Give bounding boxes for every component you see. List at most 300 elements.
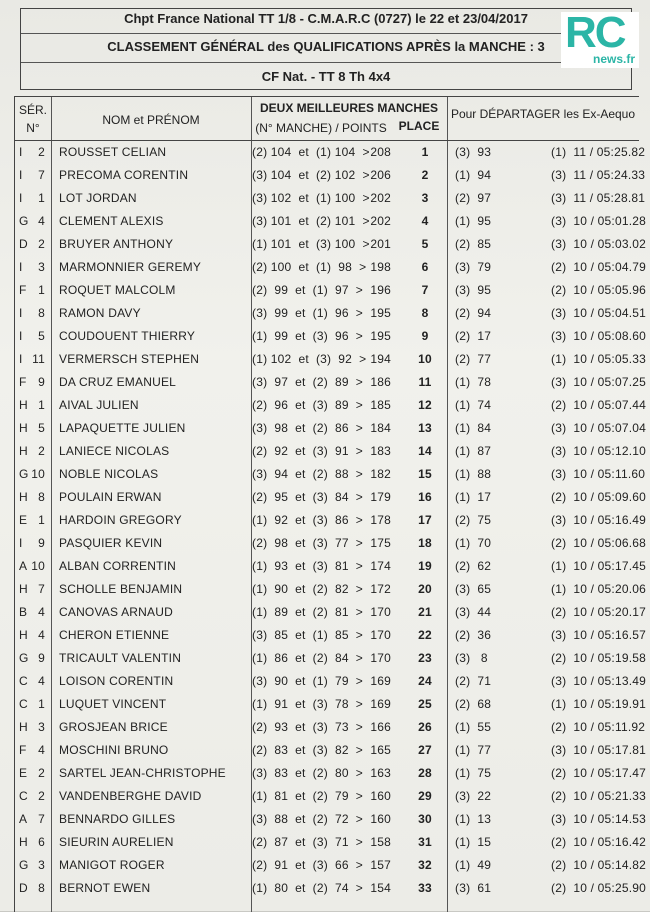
series-cell: G xyxy=(19,214,29,228)
divider xyxy=(21,33,631,34)
total-cell: 195 xyxy=(370,329,391,343)
ranking-title: CLASSEMENT GÉNÉRAL des QUALIFICATIONS APRÈS la MANCHE : 3 xyxy=(107,39,545,54)
name-cell: SIEURIN AURELIEN xyxy=(59,835,174,849)
place-cell: 32 xyxy=(418,858,432,872)
tiebreak-run-cell: (2) 77 xyxy=(455,352,492,366)
place-cell: 15 xyxy=(418,467,432,481)
table-row xyxy=(15,831,646,854)
tiebreak-run-cell: (3) 93 xyxy=(455,145,492,159)
best-runs-cell: (2) 83 et (3) 82 > xyxy=(252,743,363,757)
series-cell: D xyxy=(19,881,28,895)
place-cell: 14 xyxy=(418,444,432,458)
name-cell: VANDENBERGHE DAVID xyxy=(59,789,202,803)
table-row xyxy=(15,302,646,325)
best-runs-cell: (1) 81 et (2) 79 > xyxy=(252,789,363,803)
best-runs-cell: (1) 86 et (2) 84 > xyxy=(252,651,363,665)
number-cell: 2 xyxy=(38,145,45,159)
divider xyxy=(21,62,631,63)
tiebreak-time-cell: (2) 10 / 05:11.92 xyxy=(551,720,646,734)
place-cell: 25 xyxy=(418,697,432,711)
number-cell: 1 xyxy=(38,513,45,527)
number-cell: 2 xyxy=(38,789,45,803)
place-cell: 23 xyxy=(418,651,432,665)
series-cell: A xyxy=(19,812,28,826)
place-cell: 31 xyxy=(418,835,432,849)
total-cell: 194 xyxy=(370,352,391,366)
name-cell: LOISON CORENTIN xyxy=(59,674,174,688)
total-cell: 206 xyxy=(370,168,391,182)
category-title: CF Nat. - TT 8 Th 4x4 xyxy=(261,69,391,84)
best-runs-cell: (1) 80 et (2) 74 > xyxy=(252,881,363,895)
tiebreak-run-cell: (2) 17 xyxy=(455,329,492,343)
number-cell: 1 xyxy=(38,283,45,297)
table-row xyxy=(15,532,646,555)
place-cell: 18 xyxy=(418,536,432,550)
name-cell: ROQUET MALCOLM xyxy=(59,283,176,297)
logo-main: RC xyxy=(565,8,625,57)
series-cell: H xyxy=(19,398,28,412)
series-cell: I xyxy=(19,329,23,343)
tiebreak-time-cell: (3) 11 / 05:28.81 xyxy=(551,191,646,205)
series-cell: I xyxy=(19,306,23,320)
tiebreak-time-cell: (2) 10 / 05:25.90 xyxy=(551,881,646,895)
total-cell: 169 xyxy=(370,697,391,711)
name-cell: GROSJEAN BRICE xyxy=(59,720,168,734)
total-cell: 170 xyxy=(370,651,391,665)
place-cell: 9 xyxy=(421,329,429,343)
tiebreak-run-cell: (1) 84 xyxy=(455,421,492,435)
tiebreak-time-cell: (2) 10 / 05:07.44 xyxy=(551,398,646,412)
tiebreak-time-cell: (2) 10 / 05:19.58 xyxy=(551,651,646,665)
tiebreak-run-cell: (1) 49 xyxy=(455,858,492,872)
tiebreak-run-cell: (3) 44 xyxy=(455,605,492,619)
table-row xyxy=(15,187,646,210)
number-cell: 2 xyxy=(38,444,45,458)
tiebreak-time-cell: (2) 10 / 05:16.42 xyxy=(551,835,646,849)
place-cell: 21 xyxy=(418,605,432,619)
series-cell: C xyxy=(19,674,28,688)
series-cell: H xyxy=(19,490,28,504)
total-cell: 183 xyxy=(370,444,391,458)
best-runs-cell: (3) 83 et (2) 80 > xyxy=(252,766,363,780)
total-cell: 157 xyxy=(370,858,391,872)
number-cell: 4 xyxy=(38,214,45,228)
series-cell: G xyxy=(19,467,29,481)
tiebreak-run-cell: (2) 94 xyxy=(455,306,492,320)
table-row xyxy=(15,601,646,624)
number-cell: 4 xyxy=(38,743,45,757)
series-cell: H xyxy=(19,582,28,596)
best-runs-cell: (1) 102 et (3) 92 > xyxy=(252,352,367,366)
best-runs-cell: (3) 99 et (1) 96 > xyxy=(252,306,363,320)
name-cell: HARDOIN GREGORY xyxy=(59,513,182,527)
tiebreak-run-cell: (2) 36 xyxy=(455,628,492,642)
tiebreak-time-cell: (3) 10 / 05:14.53 xyxy=(551,812,646,826)
tiebreak-time-cell: (3) 10 / 05:01.28 xyxy=(551,214,646,228)
tiebreak-time-cell: (3) 10 / 05:04.51 xyxy=(551,306,646,320)
tiebreak-run-cell: (1) 55 xyxy=(455,720,492,734)
name-cell: MANIGOT ROGER xyxy=(59,858,165,872)
best-runs-cell: (1) 91 et (3) 78 > xyxy=(252,697,363,711)
best-runs-cell: (2) 98 et (3) 77 > xyxy=(252,536,363,550)
name-cell: CANOVAS ARNAUD xyxy=(59,605,173,619)
number-cell: 11 xyxy=(32,352,45,366)
total-cell: 185 xyxy=(370,398,391,412)
tiebreak-time-cell: (3) 10 / 05:07.25 xyxy=(551,375,646,389)
table-row xyxy=(15,141,646,164)
place-cell: 4 xyxy=(421,214,429,228)
best-runs-cell: (2) 95 et (3) 84 > xyxy=(252,490,363,504)
table-row xyxy=(15,486,646,509)
rcnews-logo xyxy=(561,8,639,68)
table-row xyxy=(15,670,646,693)
table-row xyxy=(15,256,646,279)
tiebreak-time-cell: (2) 10 / 05:06.68 xyxy=(551,536,646,550)
best-runs-cell: (3) 98 et (2) 86 > xyxy=(252,421,363,435)
name-cell: LAPAQUETTE JULIEN xyxy=(59,421,186,435)
place-cell: 17 xyxy=(418,513,432,527)
total-cell: 165 xyxy=(370,743,391,757)
series-cell: H xyxy=(19,628,28,642)
best-runs-cell: (1) 92 et (3) 86 > xyxy=(252,513,363,527)
place-cell: 6 xyxy=(421,260,429,274)
table-row xyxy=(15,785,646,808)
name-cell: BERNOT EWEN xyxy=(59,881,151,895)
tiebreak-run-cell: (3) 22 xyxy=(455,789,492,803)
total-cell: 172 xyxy=(370,582,391,596)
col-header-best: DEUX MEILLEURES MANCHES xyxy=(259,101,438,115)
best-runs-cell: (1) 101 et (3) 100 > xyxy=(252,237,370,251)
total-cell: 169 xyxy=(370,674,391,688)
total-cell: 182 xyxy=(370,467,391,481)
tiebreak-run-cell: (2) 62 xyxy=(455,559,492,573)
number-cell: 4 xyxy=(38,628,45,642)
total-cell: 198 xyxy=(370,260,391,274)
series-cell: G xyxy=(19,651,29,665)
name-cell: DA CRUZ EMANUEL xyxy=(59,375,177,389)
col-header-tie: Pour DÉPARTAGER les Ex-Aequo xyxy=(450,107,636,121)
col-header-place: PLACE xyxy=(398,119,440,133)
tiebreak-run-cell: (1) 15 xyxy=(455,835,492,849)
number-cell: 5 xyxy=(38,421,45,435)
name-cell: LOT JORDAN xyxy=(59,191,137,205)
place-cell: 3 xyxy=(421,191,429,205)
name-cell: SARTEL JEAN-CHRISTOPHE xyxy=(59,766,226,780)
place-cell: 12 xyxy=(418,398,432,412)
name-cell: SCHOLLE BENJAMIN xyxy=(59,582,183,596)
name-cell: PASQUIER KEVIN xyxy=(59,536,163,550)
number-cell: 7 xyxy=(38,582,45,596)
tiebreak-run-cell: (1) 88 xyxy=(455,467,492,481)
table-row xyxy=(15,463,646,486)
series-cell: B xyxy=(19,605,28,619)
series-cell: C xyxy=(19,697,28,711)
series-cell: H xyxy=(19,720,28,734)
total-cell: 178 xyxy=(370,513,391,527)
best-runs-cell: (3) 94 et (2) 88 > xyxy=(252,467,363,481)
place-cell: 16 xyxy=(418,490,432,504)
place-cell: 28 xyxy=(418,766,432,780)
place-cell: 2 xyxy=(421,168,429,182)
table-row xyxy=(15,164,646,187)
place-cell: 26 xyxy=(418,720,432,734)
best-runs-cell: (3) 97 et (2) 89 > xyxy=(252,375,363,389)
tiebreak-time-cell: (1) 11 / 05:25.82 xyxy=(551,145,646,159)
table-row xyxy=(15,325,646,348)
col-header-ser: SÉR. xyxy=(18,103,47,117)
name-cell: LANIECE NICOLAS xyxy=(59,444,170,458)
best-runs-cell: (1) 90 et (2) 82 > xyxy=(252,582,363,596)
table-row xyxy=(15,808,646,831)
tiebreak-time-cell: (1) 10 / 05:05.33 xyxy=(551,352,646,366)
logo-sub: news.fr xyxy=(592,52,635,66)
tiebreak-time-cell: (3) 10 / 05:11.60 xyxy=(551,467,646,481)
tiebreak-run-cell: (2) 97 xyxy=(455,191,492,205)
table-row xyxy=(15,624,646,647)
number-cell: 1 xyxy=(38,191,45,205)
series-cell: C xyxy=(19,789,28,803)
tiebreak-run-cell: (1) 77 xyxy=(455,743,492,757)
name-cell: MARMONNIER GEREMY xyxy=(59,260,202,274)
tiebreak-time-cell: (1) 10 / 05:17.45 xyxy=(551,559,646,573)
table-row xyxy=(15,348,646,371)
total-cell: 170 xyxy=(370,605,391,619)
table-row xyxy=(15,716,646,739)
name-cell: AIVAL JULIEN xyxy=(59,398,139,412)
tiebreak-run-cell: (3) 8 xyxy=(455,651,488,665)
tiebreak-time-cell: (2) 10 / 05:17.47 xyxy=(551,766,646,780)
number-cell: 10 xyxy=(31,559,45,573)
series-cell: H xyxy=(19,444,28,458)
results-table xyxy=(14,96,646,912)
total-cell: 201 xyxy=(370,237,391,251)
name-cell: BENNARDO GILLES xyxy=(59,812,176,826)
series-cell: I xyxy=(19,536,23,550)
number-cell: 2 xyxy=(38,766,45,780)
number-cell: 9 xyxy=(38,375,45,389)
place-cell: 13 xyxy=(418,421,432,435)
place-cell: 8 xyxy=(421,306,429,320)
series-cell: A xyxy=(19,559,28,573)
tiebreak-run-cell: (1) 74 xyxy=(455,398,492,412)
tiebreak-time-cell: (2) 10 / 05:09.60 xyxy=(551,490,646,504)
tiebreak-run-cell: (2) 75 xyxy=(455,513,492,527)
table-row xyxy=(15,854,646,877)
total-cell: 202 xyxy=(370,214,391,228)
series-cell: E xyxy=(19,766,28,780)
total-cell: 160 xyxy=(370,789,391,803)
total-cell: 196 xyxy=(370,283,391,297)
place-cell: 20 xyxy=(418,582,432,596)
tiebreak-run-cell: (1) 87 xyxy=(455,444,492,458)
table-row xyxy=(15,762,646,785)
place-cell: 29 xyxy=(418,789,432,803)
total-cell: 175 xyxy=(370,536,391,550)
name-cell: NOBLE NICOLAS xyxy=(59,467,159,481)
best-runs-cell: (1) 99 et (3) 96 > xyxy=(252,329,363,343)
number-cell: 1 xyxy=(38,697,45,711)
number-cell: 10 xyxy=(31,467,45,481)
number-cell: 4 xyxy=(38,674,45,688)
name-cell: RAMON DAVY xyxy=(59,306,141,320)
table-row xyxy=(15,647,646,670)
best-runs-cell: (1) 89 et (2) 81 > xyxy=(252,605,363,619)
place-cell: 5 xyxy=(421,237,429,251)
col-header-name: NOM et PRÉNOM xyxy=(102,113,200,127)
number-cell: 3 xyxy=(38,858,45,872)
tiebreak-time-cell: (2) 10 / 05:21.33 xyxy=(551,789,646,803)
series-cell: I xyxy=(19,352,23,366)
tiebreak-time-cell: (3) 10 / 05:17.81 xyxy=(551,743,646,757)
tiebreak-run-cell: (1) 75 xyxy=(455,766,492,780)
name-cell: CHERON ETIENNE xyxy=(59,628,170,642)
name-cell: TRICAULT VALENTIN xyxy=(59,651,182,665)
number-cell: 3 xyxy=(38,720,45,734)
col-header-no: N° xyxy=(26,121,40,135)
series-cell: D xyxy=(19,237,28,251)
tiebreak-time-cell: (3) 10 / 05:03.02 xyxy=(551,237,646,251)
tiebreak-time-cell: (3) 10 / 05:13.49 xyxy=(551,674,646,688)
table-row xyxy=(15,233,646,256)
table-row xyxy=(15,877,646,900)
name-cell: ROUSSET CELIAN xyxy=(59,145,167,159)
total-cell: 160 xyxy=(370,812,391,826)
tiebreak-run-cell: (2) 85 xyxy=(455,237,492,251)
place-cell: 7 xyxy=(421,283,429,297)
best-runs-cell: (2) 91 et (3) 66 > xyxy=(252,858,363,872)
total-cell: 170 xyxy=(370,628,391,642)
number-cell: 6 xyxy=(38,835,45,849)
total-cell: 166 xyxy=(370,720,391,734)
best-runs-cell: (2) 87 et (3) 71 > xyxy=(252,835,363,849)
name-cell: POULAIN ERWAN xyxy=(59,490,162,504)
place-cell: 11 xyxy=(418,375,432,389)
tiebreak-run-cell: (1) 17 xyxy=(455,490,492,504)
table-row xyxy=(15,279,646,302)
name-cell: PRECOMA CORENTIN xyxy=(59,168,189,182)
series-cell: G xyxy=(19,858,29,872)
tiebreak-time-cell: (2) 10 / 05:05.96 xyxy=(551,283,646,297)
best-runs-cell: (2) 104 et (1) 104 > xyxy=(252,145,370,159)
place-cell: 19 xyxy=(418,559,432,573)
table-row xyxy=(15,509,646,532)
table-row xyxy=(15,555,646,578)
total-cell: 163 xyxy=(370,766,391,780)
table-row xyxy=(15,417,646,440)
tiebreak-run-cell: (1) 95 xyxy=(455,214,492,228)
best-runs-cell: (1) 93 et (3) 81 > xyxy=(252,559,363,573)
tiebreak-time-cell: (1) 10 / 05:19.91 xyxy=(551,697,646,711)
number-cell: 8 xyxy=(38,306,45,320)
number-cell: 7 xyxy=(38,168,45,182)
place-cell: 33 xyxy=(418,881,432,895)
total-cell: 158 xyxy=(370,835,391,849)
number-cell: 8 xyxy=(38,881,45,895)
series-cell: I xyxy=(19,191,23,205)
number-cell: 5 xyxy=(38,329,45,343)
best-runs-cell: (2) 99 et (1) 97 > xyxy=(252,283,363,297)
series-cell: I xyxy=(19,168,23,182)
number-cell: 9 xyxy=(38,651,45,665)
table-row xyxy=(15,210,646,233)
total-cell: 186 xyxy=(370,375,391,389)
series-cell: F xyxy=(19,375,27,389)
best-runs-cell: (2) 92 et (3) 91 > xyxy=(252,444,363,458)
tiebreak-run-cell: (3) 61 xyxy=(455,881,492,895)
tiebreak-time-cell: (2) 10 / 05:20.17 xyxy=(551,605,646,619)
col-header-best-sub: (N° MANCHE) / POINTS xyxy=(255,121,387,135)
tiebreak-time-cell: (3) 10 / 05:12.10 xyxy=(551,444,646,458)
name-cell: COUDOUENT THIERRY xyxy=(59,329,196,343)
table-row xyxy=(15,371,646,394)
tiebreak-time-cell: (2) 10 / 05:04.79 xyxy=(551,260,646,274)
championship-title: Chpt France National TT 1/8 - C.M.A.R.C (0727) le 22 et 23/04/2017 xyxy=(124,11,528,26)
total-cell: 174 xyxy=(370,559,391,573)
best-runs-cell: (3) 101 et (2) 101 > xyxy=(252,214,370,228)
series-cell: E xyxy=(19,513,28,527)
number-cell: 1 xyxy=(38,398,45,412)
total-cell: 154 xyxy=(370,881,391,895)
series-cell: F xyxy=(19,283,27,297)
best-runs-cell: (3) 88 et (2) 72 > xyxy=(252,812,363,826)
tiebreak-run-cell: (1) 13 xyxy=(455,812,492,826)
number-cell: 8 xyxy=(38,490,45,504)
name-cell: MOSCHINI BRUNO xyxy=(59,743,169,757)
total-cell: 208 xyxy=(370,145,391,159)
best-runs-cell: (3) 102 et (1) 100 > xyxy=(252,191,370,205)
total-cell: 184 xyxy=(370,421,391,435)
best-runs-cell: (2) 96 et (3) 89 > xyxy=(252,398,363,412)
tiebreak-time-cell: (2) 10 / 05:14.82 xyxy=(551,858,646,872)
number-cell: 7 xyxy=(38,812,45,826)
place-cell: 27 xyxy=(418,743,432,757)
series-cell: I xyxy=(19,145,23,159)
tiebreak-run-cell: (1) 70 xyxy=(455,536,492,550)
tiebreak-run-cell: (2) 71 xyxy=(455,674,492,688)
series-cell: H xyxy=(19,421,28,435)
name-cell: ALBAN CORRENTIN xyxy=(59,559,177,573)
tiebreak-run-cell: (3) 95 xyxy=(455,283,492,297)
name-cell: CLEMENT ALEXIS xyxy=(59,214,164,228)
place-cell: 10 xyxy=(418,352,432,366)
table-row xyxy=(15,394,646,417)
tiebreak-time-cell: (3) 10 / 05:16.49 xyxy=(551,513,646,527)
name-cell: BRUYER ANTHONY xyxy=(59,237,174,251)
number-cell: 2 xyxy=(38,237,45,251)
best-runs-cell: (3) 85 et (1) 85 > xyxy=(252,628,363,642)
number-cell: 9 xyxy=(38,536,45,550)
best-runs-cell: (2) 100 et (1) 98 > xyxy=(252,260,367,274)
name-cell: LUQUET VINCENT xyxy=(59,697,167,711)
tiebreak-time-cell: (3) 10 / 05:16.57 xyxy=(551,628,646,642)
place-cell: 30 xyxy=(418,812,432,826)
series-cell: F xyxy=(19,743,27,757)
place-cell: 22 xyxy=(418,628,432,642)
tiebreak-run-cell: (3) 65 xyxy=(455,582,492,596)
tiebreak-time-cell: (1) 10 / 05:20.06 xyxy=(551,582,646,596)
tiebreak-run-cell: (2) 68 xyxy=(455,697,492,711)
number-cell: 4 xyxy=(38,605,45,619)
table-row xyxy=(15,693,646,716)
tiebreak-run-cell: (1) 94 xyxy=(455,168,492,182)
tiebreak-time-cell: (3) 10 / 05:07.04 xyxy=(551,421,646,435)
table-row xyxy=(15,739,646,762)
tiebreak-time-cell: (3) 11 / 05:24.33 xyxy=(551,168,646,182)
table-row xyxy=(15,440,646,463)
total-cell: 195 xyxy=(370,306,391,320)
best-runs-cell: (2) 93 et (3) 73 > xyxy=(252,720,363,734)
total-cell: 202 xyxy=(370,191,391,205)
